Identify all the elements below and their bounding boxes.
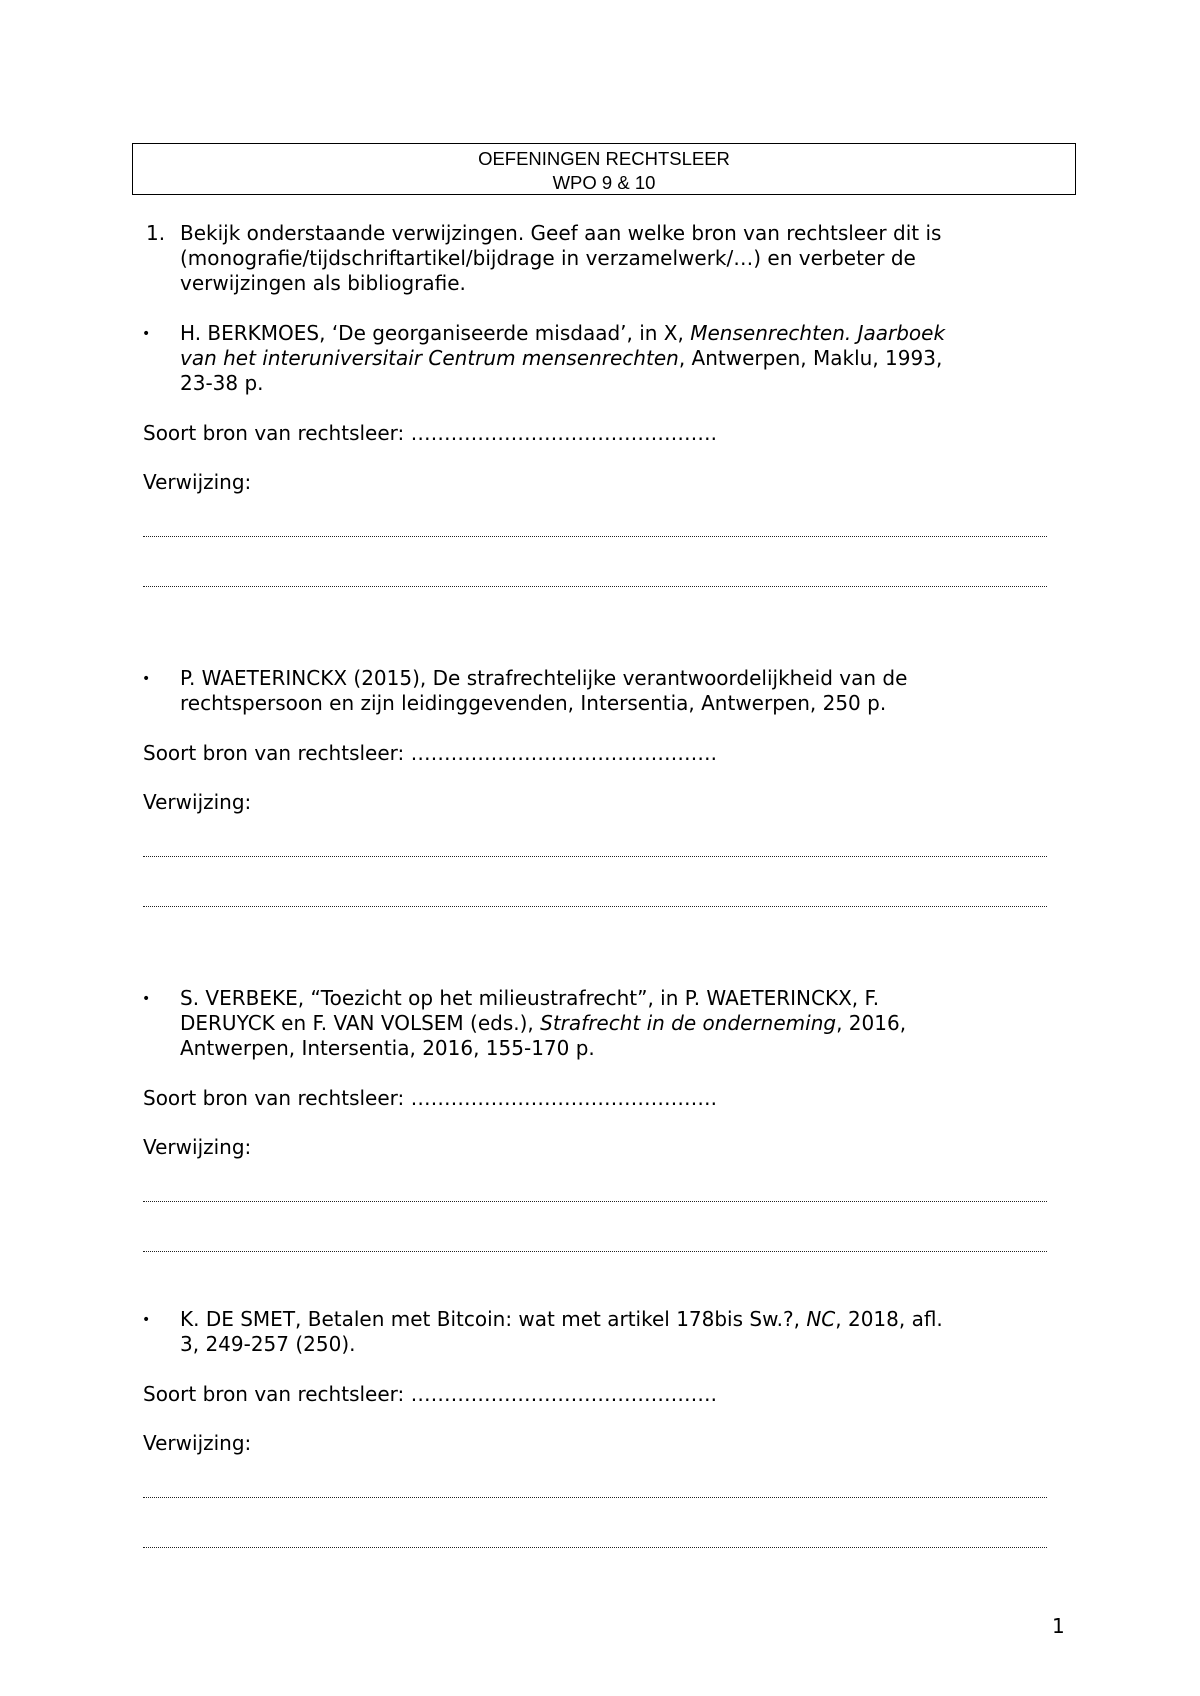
source-type-label-1: Soort bron van rechtsleer: ……………………………………….: [143, 421, 717, 445]
reference-1-line-2: van het interuniversitair Centrum mensenrechten, Antwerpen, Maklu, 1993,: [180, 346, 943, 370]
source-type-label-3: Soort bron van rechtsleer: ……………………………………….: [143, 1086, 717, 1110]
reference-label-1: Verwijzing:: [143, 470, 252, 494]
answer-line-4a[interactable]: [143, 1494, 1047, 1498]
source-type-label-2: Soort bron van rechtsleer: ……………………………………….: [143, 741, 717, 765]
reference-label-3: Verwijzing:: [143, 1135, 252, 1159]
answer-line-2b[interactable]: [143, 903, 1047, 907]
reference-2-line-2: rechtspersoon en zijn leidinggevenden, Intersentia, Antwerpen, 250 p.: [180, 691, 887, 715]
reference-2-line-1: P. WAETERINCKX (2015), De strafrechtelijke verantwoordelijkheid van de: [180, 666, 908, 690]
source-type-blank-3[interactable]: ……………………………………….: [410, 1086, 717, 1110]
question-line-3: verwijzingen als bibliografie.: [180, 271, 466, 295]
question-number: 1.: [146, 221, 166, 245]
bullet-icon: •: [142, 671, 151, 687]
source-type-label-4: Soort bron van rechtsleer: ……………………………………….: [143, 1382, 717, 1406]
reference-3-line-1: S. VERBEKE, “Toezicht op het milieustrafrecht”, in P. WAETERINCKX, F.: [180, 986, 880, 1010]
source-type-blank-4[interactable]: ……………………………………….: [410, 1382, 717, 1406]
bullet-icon: •: [142, 326, 151, 342]
answer-line-4b[interactable]: [143, 1544, 1047, 1548]
answer-line-1a[interactable]: [143, 533, 1047, 537]
bullet-icon: •: [142, 991, 151, 1007]
reference-4-line-1: K. DE SMET, Betalen met Bitcoin: wat met artikel 178bis Sw.?, NC, 2018, afl.: [180, 1307, 943, 1331]
reference-label-2: Verwijzing:: [143, 790, 252, 814]
source-type-blank-2[interactable]: ……………………………………….: [410, 741, 717, 765]
answer-line-3a[interactable]: [143, 1198, 1047, 1202]
reference-label-4: Verwijzing:: [143, 1431, 252, 1455]
document-subtitle: WPO 9 & 10: [552, 172, 656, 193]
source-type-blank-1[interactable]: ……………………………………….: [410, 421, 717, 445]
answer-line-1b[interactable]: [143, 583, 1047, 587]
page-number: 1: [1052, 1614, 1065, 1638]
question-line-1: Bekijk onderstaande verwijzingen. Geef aan welke bron van rechtsleer dit is: [180, 221, 942, 245]
reference-1-line-3: 23-38 p.: [180, 371, 264, 395]
answer-line-3b[interactable]: [143, 1248, 1047, 1252]
reference-3-line-2: DERUYCK en F. VAN VOLSEM (eds.), Strafrecht in de onderneming, 2016,: [180, 1011, 907, 1035]
reference-1-line-1: H. BERKMOES, ‘De georganiseerde misdaad’, in X, Mensenrechten. Jaarboek: [180, 321, 946, 345]
document-title-box: [132, 143, 1076, 195]
answer-line-2a[interactable]: [143, 853, 1047, 857]
question-line-2: (monografie/tijdschriftartikel/bijdrage in verzamelwerk/…) en verbeter de: [180, 246, 916, 270]
bullet-icon: •: [142, 1312, 151, 1328]
reference-4-line-2: 3, 249-257 (250).: [180, 1332, 356, 1356]
reference-3-line-3: Antwerpen, Intersentia, 2016, 155-170 p.: [180, 1036, 595, 1060]
document-title: OEFENINGEN RECHTSLEER: [478, 148, 730, 169]
